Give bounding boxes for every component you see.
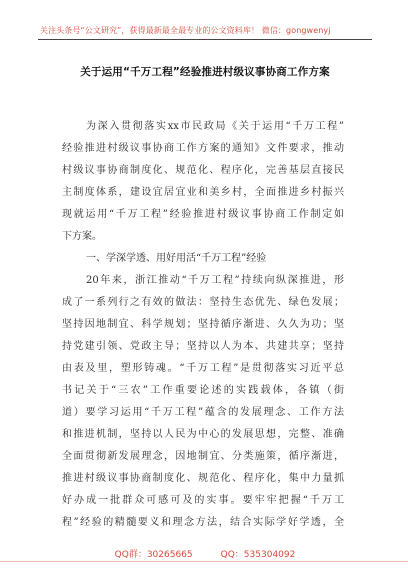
paragraph-line: 20年来，浙江推动“千万工程”持续向纵深推进，形 xyxy=(86,275,344,286)
footer-qq-group: QQ群：30265665 xyxy=(114,550,193,560)
paragraph-line: 经验推进村级议事协商工作方案的通知》文件要求，推动 xyxy=(62,143,344,154)
paragraph-line: 坚持因地制宜、科学规划；坚持循序渐进、久久为功；坚 xyxy=(62,319,344,330)
document-title: 关于运用“千万工程”经验推进村级议事协商工作方案 xyxy=(80,66,330,78)
paragraph-line: 全面贯彻新发展理念，因地制宜、分类施策，循序渐进， xyxy=(62,451,344,462)
section-heading: 一、学深学透、用好用活“千万工程”经验 xyxy=(86,253,267,264)
footer-divider xyxy=(0,561,408,562)
header-promo-text: 关注头条号“公文研究”，获得最新最全最专业的公文资料库！ 微信：gongwenyj xyxy=(40,26,331,35)
paragraph-line: 成了一系列行之有效的做法：坚持生态优先、绿色发展； xyxy=(62,297,344,308)
paragraph-line: 道）要学习运用“千万工程”蕴含的发展理念、工作方法 xyxy=(62,407,344,418)
header-divider xyxy=(38,39,372,40)
footer-qq-number: QQ：535304092 xyxy=(220,550,296,560)
paragraph-line: 下方案。 xyxy=(62,231,102,242)
paragraph-line: 由表及里，塑形铸魂。“千万工程”是贯彻落实习近平总 xyxy=(62,363,344,374)
paragraph-line: 推进村级议事协商制度化、规范化、程序化，集中力量抓 xyxy=(62,473,344,484)
paragraph-line: 现就运用“千万工程”经验推进村级议事协商工作制定如 xyxy=(62,209,344,220)
paragraph-line: 为深入贯彻落实xx市民政局《关于运用“千万工程” xyxy=(86,121,344,132)
paragraph-line: 主制度体系，建设宜居宜业和美乡村，全面推进乡村振兴 xyxy=(62,187,344,198)
footer-contact xyxy=(40,547,370,560)
paragraph-line: 持党建引领、党政主导；坚持以人为本、共建共享；坚持 xyxy=(62,341,344,352)
paragraph-line: 程”经验的精髓要义和理念方法，结合实际学好学透，全 xyxy=(62,517,344,528)
paragraph-line: 村级议事协商制度化、规范化、程序化，完善基层直接民 xyxy=(62,165,344,176)
paragraph-line: 和推进机制，坚持以人民为中心的发展思想，完整、准确 xyxy=(62,429,344,440)
paragraph-line: 好办成一批群众可感可及的实事。要牢牢把握“千万工 xyxy=(62,495,344,506)
paragraph-line: 书记关于“三农”工作重要论述的实践载体，各镇（街 xyxy=(62,385,344,396)
